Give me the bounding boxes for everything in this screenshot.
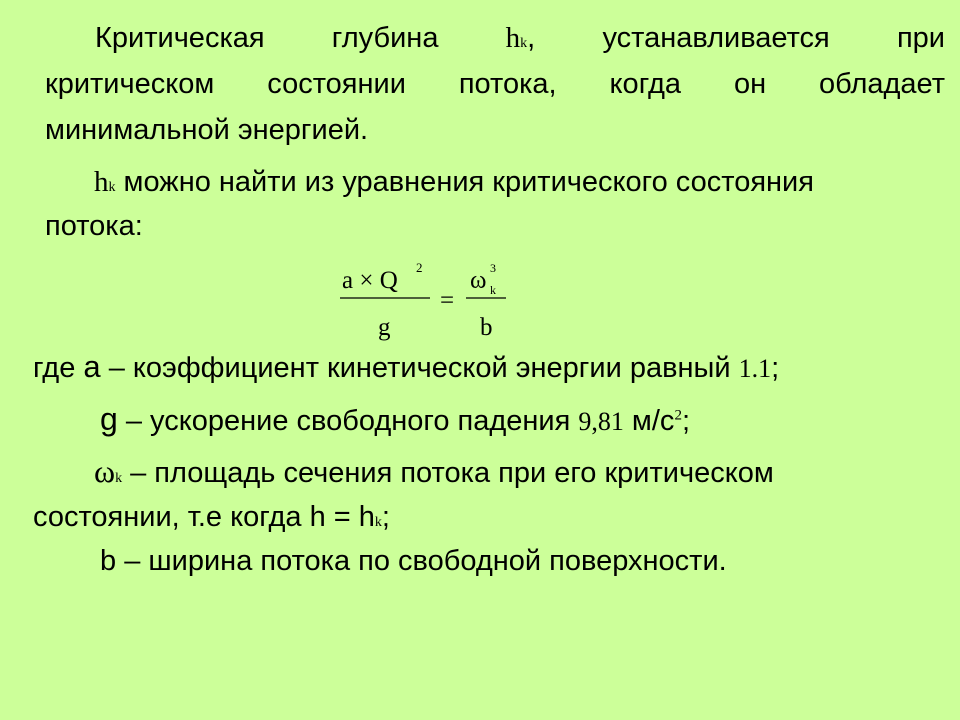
definition-g-text: – ускорение свободного падения <box>117 405 579 437</box>
paragraph-1-line-1 <box>45 15 945 67</box>
symbol-a: a <box>83 349 101 384</box>
symbol-omega: ω <box>94 453 116 489</box>
omega-symbol: ω <box>470 267 487 294</box>
definition-omega-text: – площадь сечения потока при его критическом <box>122 457 774 489</box>
p1-line-3-text: минимальной энергией. <box>45 114 369 146</box>
critical-state-equation <box>330 258 530 342</box>
alpha-value: 1.1 <box>738 354 772 383</box>
paragraph-1-line-2 <box>45 61 945 107</box>
p1-text-start: Критическая глубина <box>95 22 439 54</box>
p2-line-1-text: можно найти из уравнения критического состояния <box>115 166 814 198</box>
numerator-left-exp: 2 <box>416 260 423 275</box>
gravity-unit: м/с <box>623 405 675 437</box>
numerator-left: a × Q <box>342 267 398 294</box>
p2-line-2-text: потока: <box>45 210 143 242</box>
gravity-value: 9,81 <box>578 407 624 436</box>
hk-symbol-2: hk <box>94 166 116 198</box>
denominator-right: b <box>480 314 493 341</box>
p1-line-2-text: критическом состоянии потока, когда он обладает <box>45 68 945 100</box>
definition-g <box>100 396 945 445</box>
definition-a-text: – коэффициент кинетической энергии равный <box>100 352 739 384</box>
definition-b <box>100 538 945 584</box>
definition-a-end: ; <box>771 352 780 384</box>
hk-symbol: hk <box>505 22 528 54</box>
symbol-g: g <box>100 401 118 437</box>
omega-superscript: 3 <box>490 261 496 275</box>
equals-sign: = <box>440 287 455 314</box>
symbol-b: b <box>100 545 117 577</box>
symbol-omega-sub: k <box>115 471 123 486</box>
where-label: где <box>33 352 84 384</box>
denominator-left: g <box>378 314 391 341</box>
paragraph-2-line-2 <box>45 203 945 249</box>
definition-b-text: – ширина потока по свободной поверхности. <box>116 545 727 577</box>
hk-subscript: k <box>374 515 382 530</box>
gravity-unit-exp: 2 <box>674 407 682 424</box>
equation-svg <box>330 258 530 342</box>
definition-a <box>33 344 933 392</box>
definition-omega-line-2-text: состоянии, т.е когда h = h <box>33 501 375 533</box>
p1-text-end: , устанавливается при <box>527 22 945 54</box>
definition-g-end: ; <box>681 405 690 437</box>
omega-subscript: k <box>490 283 496 297</box>
definition-omega-end: ; <box>381 501 390 533</box>
paragraph-1-line-3 <box>45 107 945 153</box>
